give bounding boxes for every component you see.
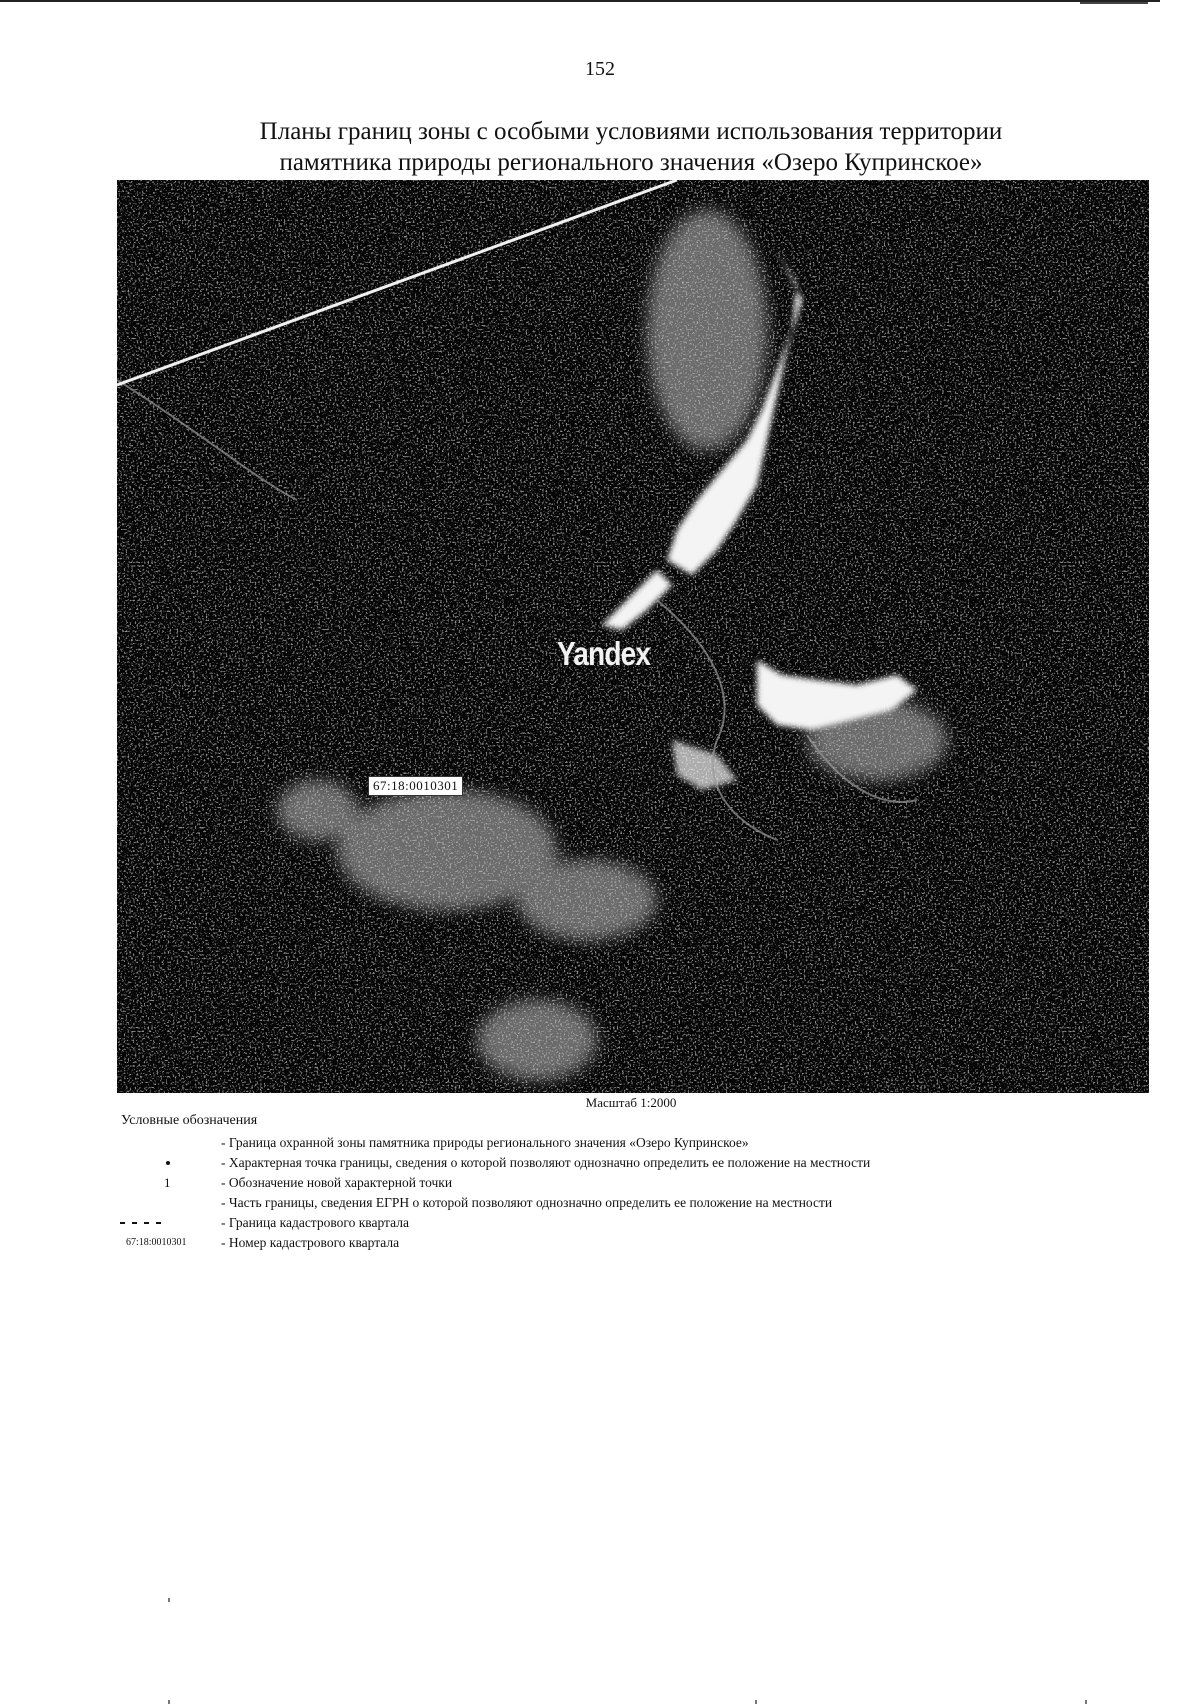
cadastral-number-symbol: 67:18:0010301 — [126, 1237, 187, 1248]
legend-item-egrn-boundary-part — [0, 1193, 1200, 1213]
legend-item-label: - Номер кадастрового квартала — [221, 1235, 400, 1250]
legend-item-cadastral-number — [0, 1233, 1200, 1253]
legend-item-label: - Характерная точка границы, сведения о которой позволяют однозначно определить ее положение на местности — [221, 1155, 871, 1170]
yandex-watermark: Yandex — [557, 635, 651, 672]
top-scan-border-mark — [1080, 2, 1148, 4]
legend-item-protection-zone-boundary — [0, 1133, 1200, 1153]
dashed-line-icon — [120, 1222, 166, 1224]
legend-item-cadastral-boundary — [0, 1213, 1200, 1233]
scan-mark — [168, 1598, 170, 1602]
legend-item-boundary-point — [0, 1153, 1200, 1173]
page-title-line-1: Планы границ зоны с особыми условиями использования территории — [259, 118, 1003, 145]
legend-item-label: - Граница охранной зоны памятника природы регионального значения «Озеро Купринское» — [221, 1135, 749, 1150]
scan-mark — [755, 1700, 757, 1704]
scan-mark — [168, 1700, 170, 1704]
page-title-line-2: памятника природы регионального значения «Озеро Купринское» — [279, 149, 983, 176]
cadastral-quarter-label: 67:18:0010301 — [368, 776, 463, 796]
satellite-map — [117, 180, 1149, 1093]
legend-item-new-point — [0, 1173, 1200, 1193]
boundary-point-icon — [166, 1161, 170, 1165]
legend-item-label: - Граница кадастрового квартала — [221, 1215, 409, 1230]
page-title — [0, 116, 1200, 178]
new-point-symbol: 1 — [164, 1175, 171, 1190]
map-scale: Масштаб 1:2000 — [585, 1095, 677, 1110]
legend-item-label: - Часть границы, сведения ЕГРН о которой позволяют однозначно определить ее положение на местности — [221, 1195, 833, 1210]
top-scan-border — [0, 0, 1160, 2]
legend-header: Условные обозначения — [121, 1113, 258, 1128]
legend-item-label: - Обозначение новой характерной точки — [221, 1175, 453, 1190]
page-number: 152 — [585, 58, 615, 80]
scan-mark — [1085, 1700, 1087, 1704]
